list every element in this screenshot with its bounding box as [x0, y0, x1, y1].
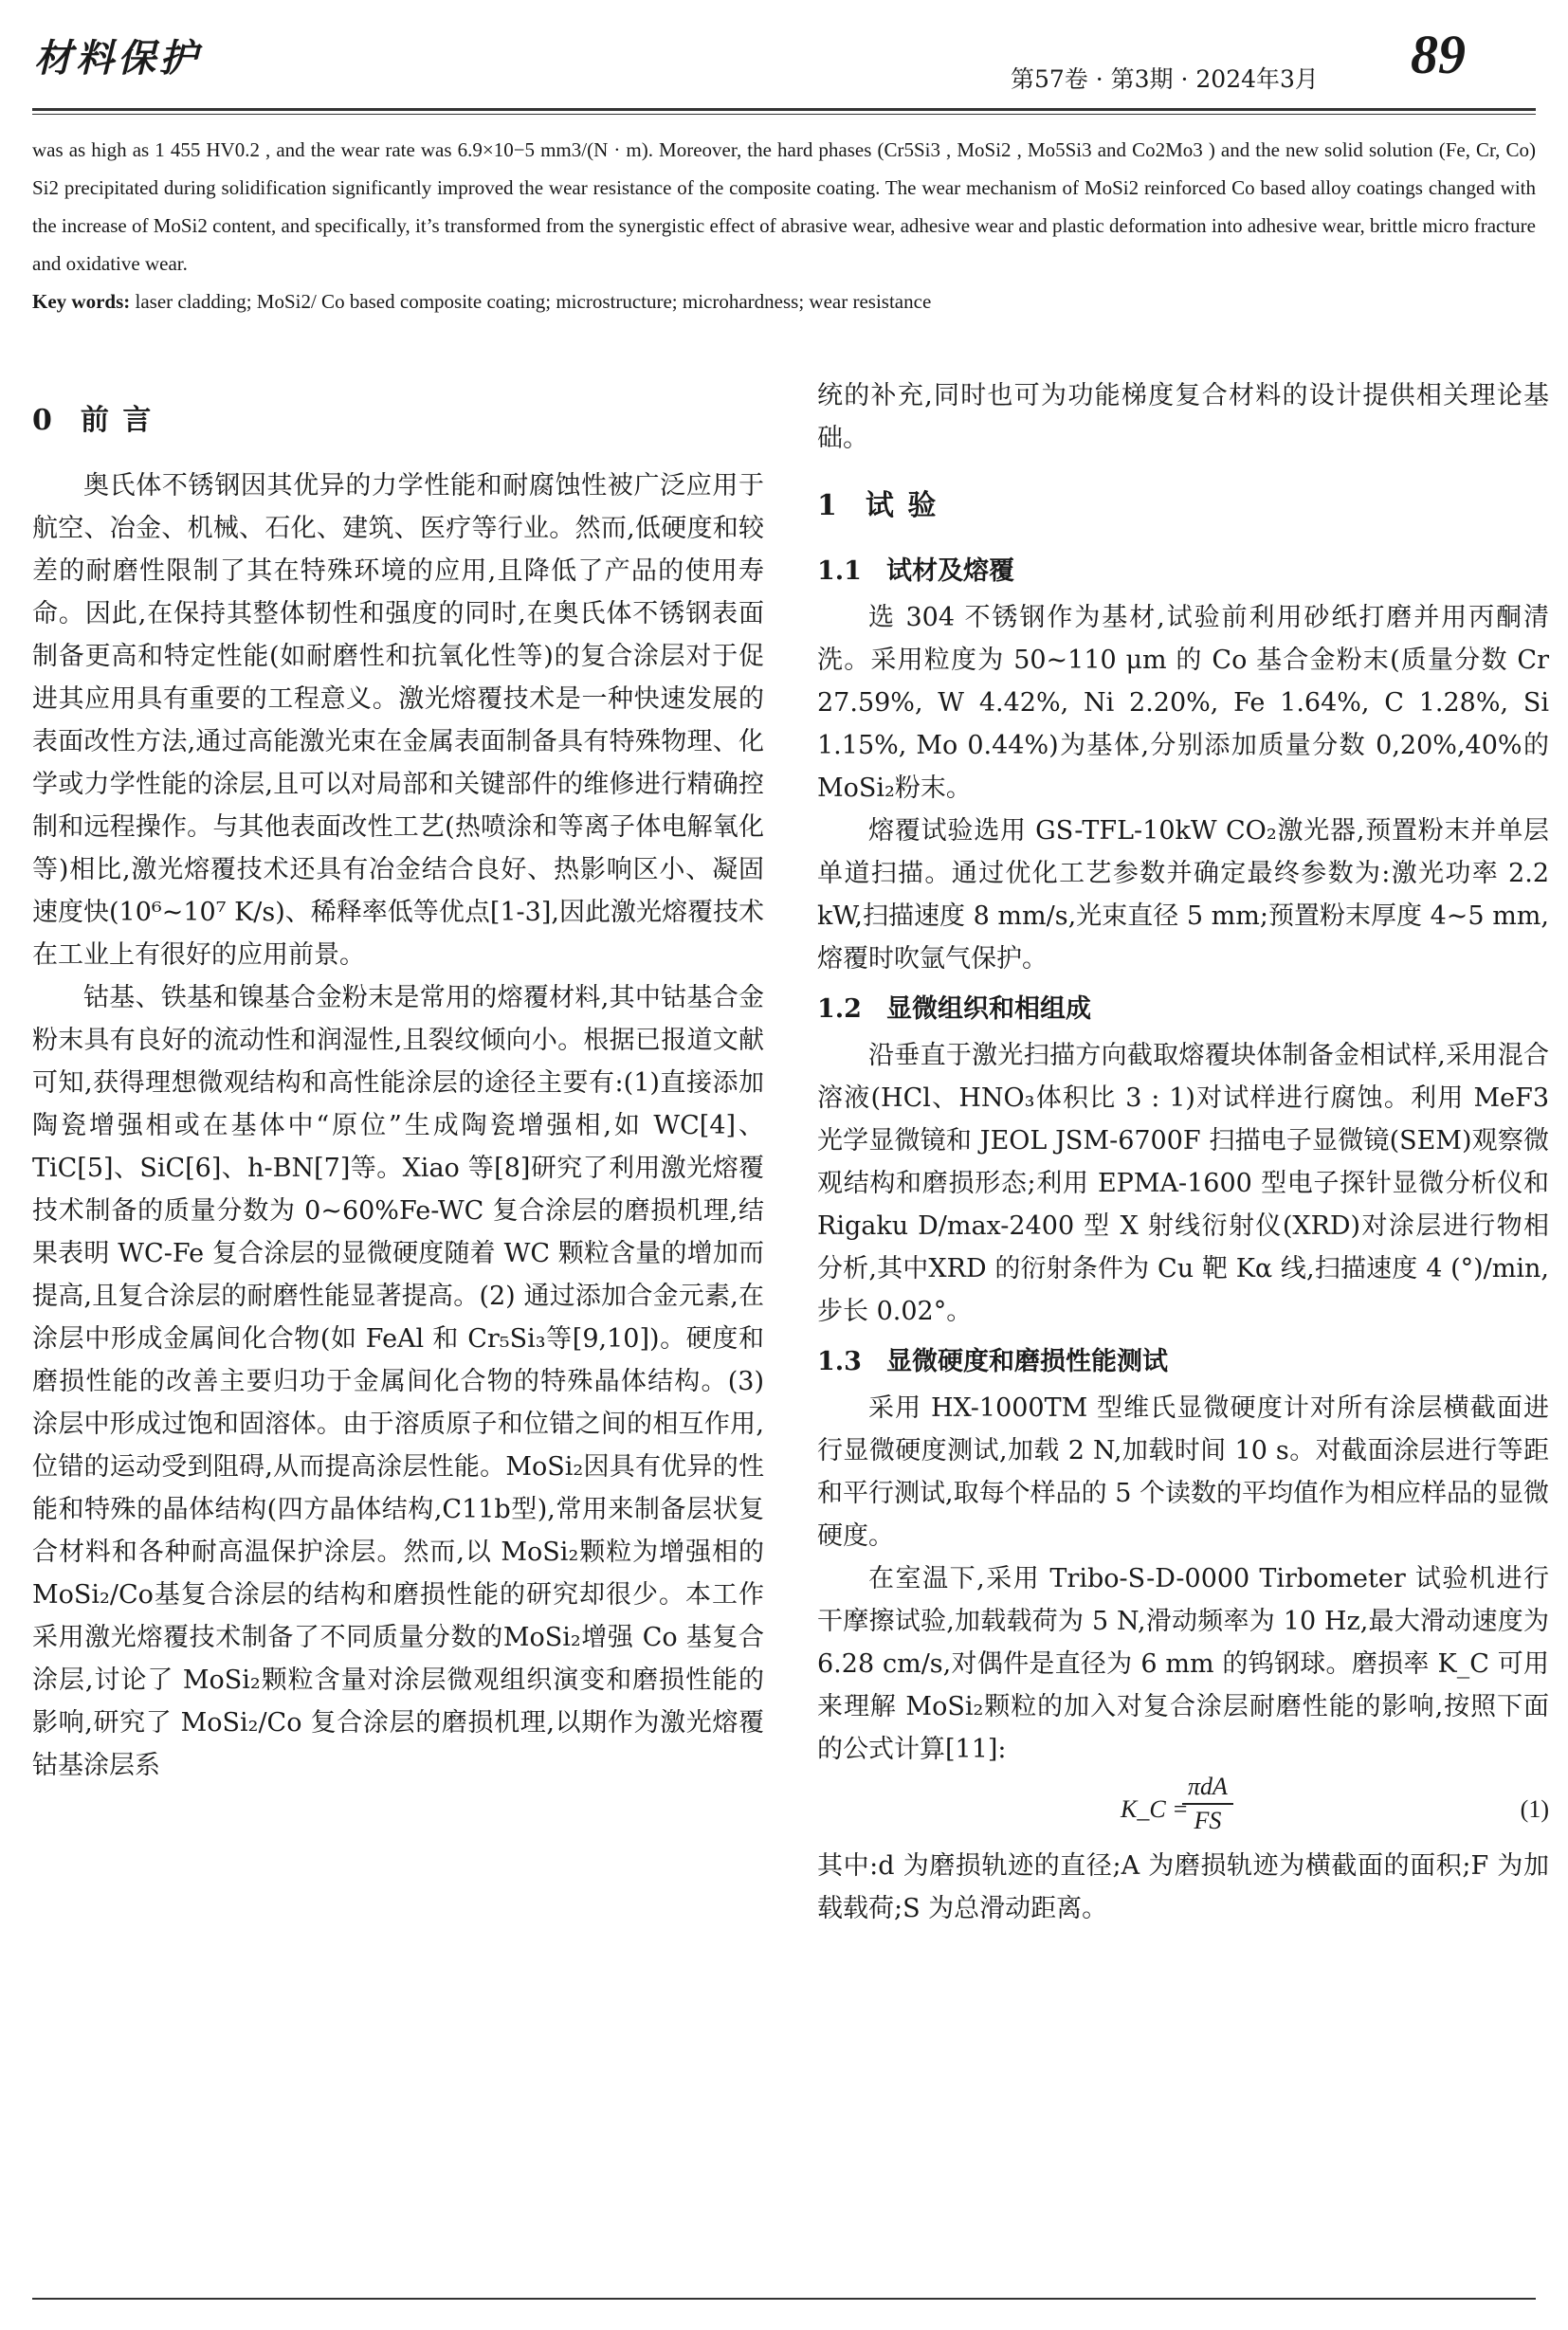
- equation-lhs: K_C =: [1121, 1795, 1189, 1823]
- section-number: 0: [32, 404, 54, 437]
- section-title: 试 验: [865, 489, 939, 522]
- footer-rule: [32, 2298, 1536, 2300]
- journal-logo: 材料保护: [34, 36, 201, 81]
- equation-fraction: [1182, 1771, 1233, 1837]
- paragraph: 选 304 不锈钢作为基材,试验前利用砂纸打磨并用丙酮清洗。采用粒度为 50~110 μm 的 Co 基合金粉末(质量分数 Cr 27.59%, W 4.42%, Ni 2.20%, Fe 1.64%, C 1.28%, Si 1.15%, Mo 0.44%)为基体,分别添加质量分数 0,20%,40%的 MoSi₂粉末。: [817, 603, 1549, 803]
- section-1-heading: [817, 484, 1549, 527]
- header-rule-thin: [32, 114, 1536, 115]
- subsection-1-2-heading: [817, 988, 1549, 1030]
- paragraph: 沿垂直于激光扫描方向截取熔覆块体制备金相试样,采用混合溶液(HCl、HNO₃体积比 3 : 1)对试样进行腐蚀。利用 MeF3 光学显微镜和 JEOL JSM-6700F 扫描电子显微镜(SEM)观察微观结构和磨损形态;利用 EPMA-1600 型电子探针显微分析仪和 Rigaku D/max-2400 型 X 射线衍射仪(XRD)对涂层进行物相分析,其中XRD 的衍射条件为 Cu 靶 Kα 线,扫描速度 4 (°)/min,步长 0.02°。: [817, 1041, 1549, 1326]
- subsection-number: 1.2: [817, 994, 862, 1024]
- subsection-title: 显微硬度和磨损性能测试: [885, 1347, 1168, 1376]
- equation-numerator: πdA: [1182, 1771, 1233, 1805]
- equation-1: [817, 1771, 1549, 1845]
- paragraph-continued: 统的补充,同时也可为功能梯度复合材料的设计提供相关理论基础。: [817, 381, 1549, 453]
- page-number: 89: [1411, 24, 1466, 85]
- abstract-continued: [32, 131, 1536, 320]
- paragraph: 在室温下,采用 Tribo-S-D-0000 Tirbometer 试验机进行干摩擦试验,加载载荷为 5 N,滑动频率为 10 Hz,最大滑动速度为 6.28 cm/s,对偶件是直径为 6 mm 的钨钢球。磨损率 K_C 可用来理解 MoSi₂颗粒的加入对复合涂层耐磨性能的影响,按照下面的公式计算[11]:: [817, 1564, 1549, 1764]
- section-title: 前 言: [80, 404, 154, 437]
- subsection-number: 1.3: [817, 1347, 862, 1376]
- left-column: [32, 374, 764, 1787]
- section-number: 1: [817, 489, 839, 522]
- paragraph: 其中:d 为磨损轨迹的直径;A 为磨损轨迹为横截面的面积;F 为加载载荷;S 为总滑动距离。: [817, 1851, 1549, 1923]
- subsection-title: 试材及熔覆: [885, 556, 1014, 586]
- issue-info: 第57卷 · 第3期 · 2024年3月: [1011, 65, 1319, 93]
- equation-number: (1): [1520, 1795, 1549, 1823]
- abstract-text: was as high as 1 455 HV0.2 , and the wear rate was 6.9×10−5 mm3/(N · m). Moreover, the hard phases (Cr5Si3 , MoSi2 , Mo5Si3 and Co2Mo3 ) and the new solid solution (Fe, Cr, Co) Si2 precipitated during solidification significantly improved the wear resistance of the composite coating. The wear mechanism of MoSi2 reinforced Co based alloy coatings changed with the increase of MoSi2 content, and specifically, it’s transformed from the synergistic effect of abrasive wear, adhesive wear and plastic deformation into adhesive wear, brittle micro fracture and oxidative wear.: [32, 138, 1536, 275]
- paragraph: 熔覆试验选用 GS-TFL-10kW CO₂激光器,预置粉末并单层单道扫描。通过优化工艺参数并确定最终参数为:激光功率 2.2 kW,扫描速度 8 mm/s,光束直径 5 mm;预置粉末厚度 4~5 mm,熔覆时吹氩气保护。: [817, 816, 1549, 974]
- subsection-1-1-heading: [817, 550, 1549, 592]
- equation-denominator: FS: [1194, 1807, 1222, 1834]
- paragraph: 奥氏体不锈钢因其优异的力学性能和耐腐蚀性被广泛应用于航空、冶金、机械、石化、建筑、医疗等行业。然而,低硬度和较差的耐磨性限制了其在特殊环境的应用,且降低了产品的使用寿命。因此,在保持其整体韧性和强度的同时,在奥氏体不锈钢表面制备更高和特定性能(如耐磨性和抗氧化性等)的复合涂层对于促进其应用具有重要的工程意义。激光熔覆技术是一种快速发展的表面改性方法,通过高能激光束在金属表面制备具有特殊物理、化学或力学性能的涂层,且可以对局部和关键部件的维修进行精确控制和远程操作。与其他表面改性工艺(热喷涂和等离子体电解氧化等)相比,激光熔覆技术还具有冶金结合良好、热影响区小、凝固速度快(10⁶~10⁷ K/s)、稀释率低等优点[1-3],因此激光熔覆技术在工业上有很好的应用前景。: [32, 471, 764, 970]
- paragraph: 采用 HX-1000TM 型维氏显微硬度计对所有涂层横截面进行显微硬度测试,加载 2 N,加载时间 10 s。对截面涂层进行等距和平行测试,取每个样品的 5 个读数的平均值作为相应样品的显微硬度。: [817, 1393, 1549, 1551]
- section-0-heading: [32, 399, 764, 442]
- keywords-label: Key words:: [32, 290, 131, 313]
- paragraph: 钴基、铁基和镍基合金粉末是常用的熔覆材料,其中钴基合金粉末具有良好的流动性和润湿性,且裂纹倾向小。根据已报道文献可知,获得理想微观结构和高性能涂层的途径主要有:(1)直接添加陶瓷增强相或在基体中“原位”生成陶瓷增强相,如 WC[4]、TiC[5]、SiC[6]、h-BN[7]等。Xiao 等[8]研究了利用激光熔覆技术制备的质量分数为 0~60%Fe-WC 复合涂层的磨损机理,结果表明 WC-Fe 复合涂层的显微硬度随着 WC 颗粒含量的增加而提高,且复合涂层的耐磨性能显著提高。(2) 通过添加合金元素,在涂层中形成金属间化合物(如 FeAl 和 Cr₅Si₃等[9,10])。硬度和磨损性能的改善主要归功于金属间化合物的特殊晶体结构。(3) 涂层中形成过饱和固溶体。由于溶质原子和位错之间的相互作用,位错的运动受到阻碍,从而提高涂层性能。MoSi₂因具有优异的性能和特殊的晶体结构(四方晶体结构,C11b型),常用来制备层状复合材料和各种耐高温保护涂层。然而,以 MoSi₂颗粒为增强相的MoSi₂/Co基复合涂层的结构和磨损性能的研究却很少。本工作采用激光熔覆技术制备了不同质量分数的MoSi₂增强 Co 基复合涂层,讨论了 MoSi₂颗粒含量对涂层微观组织演变和磨损性能的影响,研究了 MoSi₂/Co 复合涂层的磨损机理,以期作为激光熔覆钴基涂层系: [32, 983, 764, 1780]
- header-rule: [32, 108, 1536, 111]
- subsection-1-3-heading: [817, 1340, 1549, 1383]
- right-column: [817, 374, 1549, 1930]
- keywords-line: [32, 282, 1536, 320]
- subsection-title: 显微组织和相组成: [885, 994, 1091, 1024]
- subsection-number: 1.1: [817, 556, 862, 586]
- keywords-text: laser cladding; MoSi2/ Co based composite coating; microstructure; microhardness; wear resistance: [135, 290, 932, 313]
